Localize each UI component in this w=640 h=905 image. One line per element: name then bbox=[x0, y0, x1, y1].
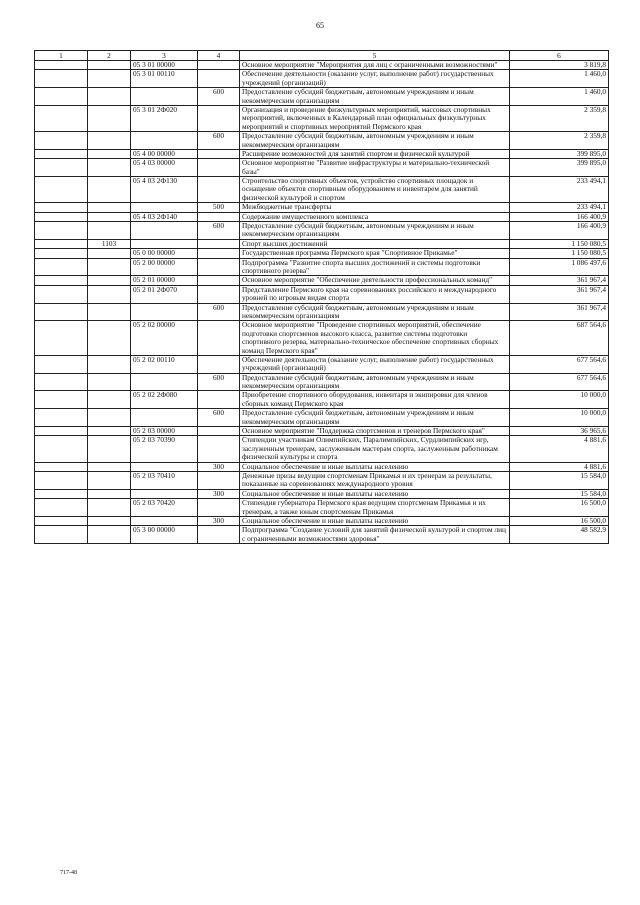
cell-section bbox=[88, 526, 131, 544]
cell-section bbox=[88, 427, 131, 436]
table-row bbox=[35, 149, 609, 158]
cell-description: Организация и проведение физкультурных мероприятий, массовых спортивных мероприятий, включенных в Календарный план официальных физкультурных мероприятий и спортивных мероприятий Пермского края bbox=[240, 105, 510, 131]
cell-col1 bbox=[35, 285, 88, 303]
cell-description: Стипендии участникам Олимпийских, Паралимпийских, Сурдлимпийских игр, заслуженным тренерам, заслуженным мастерам спорта, заслуженным работникам физической культуры и спорта bbox=[240, 436, 510, 462]
cell-section bbox=[88, 391, 131, 409]
cell-section bbox=[88, 303, 131, 321]
cell-target-code: 05 4 00 00000 bbox=[131, 149, 198, 158]
budget-table bbox=[34, 50, 609, 544]
table-row bbox=[35, 321, 609, 356]
cell-expense-type bbox=[198, 355, 240, 373]
cell-expense-type bbox=[198, 427, 240, 436]
cell-col1 bbox=[35, 159, 88, 177]
cell-col1 bbox=[35, 222, 88, 240]
table-row bbox=[35, 203, 609, 212]
cell-expense-type: 600 bbox=[198, 373, 240, 391]
cell-amount: 687 564,6 bbox=[510, 321, 609, 356]
cell-expense-type bbox=[198, 285, 240, 303]
cell-section: 1103 bbox=[88, 239, 131, 248]
cell-description: Межбюджетные трансферты bbox=[240, 203, 510, 212]
cell-col1 bbox=[35, 489, 88, 498]
cell-expense-type: 600 bbox=[198, 409, 240, 427]
cell-col1 bbox=[35, 516, 88, 525]
cell-target-code: 05 2 02 00000 bbox=[131, 321, 198, 356]
cell-description: Социальное обеспечение и иные выплаты населению bbox=[240, 462, 510, 471]
cell-target-code bbox=[131, 373, 198, 391]
cell-col1 bbox=[35, 249, 88, 258]
table-row bbox=[35, 222, 609, 240]
cell-amount: 399 895,0 bbox=[510, 149, 609, 158]
column-header: 5 bbox=[240, 51, 510, 61]
cell-target-code: 05 3 01 00000 bbox=[131, 61, 198, 70]
cell-section bbox=[88, 499, 131, 517]
cell-section bbox=[88, 258, 131, 276]
table-row bbox=[35, 70, 609, 88]
cell-section bbox=[88, 409, 131, 427]
cell-amount: 361 967,4 bbox=[510, 285, 609, 303]
cell-section bbox=[88, 88, 131, 106]
table-header-row bbox=[35, 51, 609, 61]
cell-description: Расширение возможностей для занятий спортом и физической культурой bbox=[240, 149, 510, 158]
table-row bbox=[35, 285, 609, 303]
table-row bbox=[35, 276, 609, 285]
cell-description: Государственная программа Пермского края "Спортивное Прикамье" bbox=[240, 249, 510, 258]
cell-col1 bbox=[35, 203, 88, 212]
cell-expense-type bbox=[198, 105, 240, 131]
cell-target-code bbox=[131, 239, 198, 248]
cell-target-code: 05 4 03 2Ф140 bbox=[131, 212, 198, 221]
table-row bbox=[35, 177, 609, 203]
cell-expense-type: 300 bbox=[198, 462, 240, 471]
cell-section bbox=[88, 462, 131, 471]
table-row bbox=[35, 88, 609, 106]
cell-amount: 361 967,4 bbox=[510, 303, 609, 321]
cell-target-code: 05 3 00 00000 bbox=[131, 526, 198, 544]
cell-expense-type bbox=[198, 149, 240, 158]
cell-expense-type bbox=[198, 499, 240, 517]
cell-target-code bbox=[131, 132, 198, 150]
cell-col1 bbox=[35, 373, 88, 391]
column-header: 1 bbox=[35, 51, 88, 61]
cell-amount: 1 460,0 bbox=[510, 70, 609, 88]
cell-expense-type bbox=[198, 159, 240, 177]
table-row bbox=[35, 489, 609, 498]
cell-col1 bbox=[35, 303, 88, 321]
cell-expense-type: 600 bbox=[198, 303, 240, 321]
cell-expense-type: 500 bbox=[198, 203, 240, 212]
table-row bbox=[35, 132, 609, 150]
cell-target-code: 05 0 00 00000 bbox=[131, 249, 198, 258]
cell-col1 bbox=[35, 355, 88, 373]
cell-description: Основное мероприятие "Поддержка спортсменов и тренеров Пермского края" bbox=[240, 427, 510, 436]
table-row bbox=[35, 409, 609, 427]
cell-description: Подпрограмма "Развитие спорта высших достижений и системы подготовки спортивного резерва" bbox=[240, 258, 510, 276]
table-row bbox=[35, 516, 609, 525]
cell-description: Основное мероприятие "Развитие инфраструктуры и материально-технической базы" bbox=[240, 159, 510, 177]
cell-col1 bbox=[35, 177, 88, 203]
cell-col1 bbox=[35, 105, 88, 131]
cell-section bbox=[88, 471, 131, 489]
cell-amount: 1 460,0 bbox=[510, 88, 609, 106]
table-row bbox=[35, 462, 609, 471]
cell-description: Предоставление субсидий бюджетным, автономным учреждениям и иным некоммерческим организациям bbox=[240, 88, 510, 106]
cell-section bbox=[88, 212, 131, 221]
column-header: 4 bbox=[198, 51, 240, 61]
cell-amount: 4 881,6 bbox=[510, 436, 609, 462]
column-header: 2 bbox=[88, 51, 131, 61]
cell-expense-type: 600 bbox=[198, 88, 240, 106]
cell-col1 bbox=[35, 61, 88, 70]
table-row bbox=[35, 355, 609, 373]
table-row bbox=[35, 427, 609, 436]
cell-col1 bbox=[35, 239, 88, 248]
cell-col1 bbox=[35, 391, 88, 409]
cell-target-code: 05 2 02 00110 bbox=[131, 355, 198, 373]
cell-target-code bbox=[131, 303, 198, 321]
cell-expense-type bbox=[198, 177, 240, 203]
cell-amount: 677 564,6 bbox=[510, 355, 609, 373]
cell-amount: 36 965,6 bbox=[510, 427, 609, 436]
cell-section bbox=[88, 159, 131, 177]
cell-col1 bbox=[35, 276, 88, 285]
cell-expense-type bbox=[198, 212, 240, 221]
cell-expense-type: 600 bbox=[198, 222, 240, 240]
cell-description: Основное мероприятие "Мероприятия для лиц с ограниченными возможностями" bbox=[240, 61, 510, 70]
cell-description: Содержание имущественного комплекса bbox=[240, 212, 510, 221]
cell-section bbox=[88, 516, 131, 525]
cell-section bbox=[88, 105, 131, 131]
cell-section bbox=[88, 203, 131, 212]
cell-section bbox=[88, 149, 131, 158]
cell-amount: 16 500,0 bbox=[510, 499, 609, 517]
cell-section bbox=[88, 355, 131, 373]
cell-target-code: 05 2 01 2Ф070 bbox=[131, 285, 198, 303]
cell-expense-type bbox=[198, 258, 240, 276]
cell-col1 bbox=[35, 149, 88, 158]
cell-amount: 1 086 497,6 bbox=[510, 258, 609, 276]
table-row bbox=[35, 212, 609, 221]
table-row bbox=[35, 105, 609, 131]
cell-amount: 1 150 080,5 bbox=[510, 249, 609, 258]
cell-expense-type bbox=[198, 61, 240, 70]
cell-target-code: 05 2 02 2Ф080 bbox=[131, 391, 198, 409]
cell-target-code: 05 2 03 00000 bbox=[131, 427, 198, 436]
cell-col1 bbox=[35, 321, 88, 356]
cell-amount: 3 819,8 bbox=[510, 61, 609, 70]
table-row bbox=[35, 249, 609, 258]
cell-section bbox=[88, 222, 131, 240]
cell-amount: 166 400,9 bbox=[510, 212, 609, 221]
cell-expense-type bbox=[198, 391, 240, 409]
cell-expense-type bbox=[198, 471, 240, 489]
cell-col1 bbox=[35, 526, 88, 544]
cell-section bbox=[88, 70, 131, 88]
cell-target-code bbox=[131, 203, 198, 212]
cell-description: Предоставление субсидий бюджетным, автономным учреждениям и иным некоммерческим организациям bbox=[240, 373, 510, 391]
cell-expense-type bbox=[198, 321, 240, 356]
column-header: 6 bbox=[510, 51, 609, 61]
cell-section bbox=[88, 321, 131, 356]
cell-description: Основное мероприятие "Обеспечение деятельности профессиональных команд" bbox=[240, 276, 510, 285]
table-row bbox=[35, 303, 609, 321]
cell-description: Приобретение спортивного оборудования, инвентаря и экипировки для членов сборных команд Пермского края bbox=[240, 391, 510, 409]
cell-description: Строительство спортивных объектов, устройство спортивных площадок и оснащение объектов спортивным оборудованием и инвентарем для занятий физической культурой и спортом bbox=[240, 177, 510, 203]
cell-target-code: 05 3 01 2Ф020 bbox=[131, 105, 198, 131]
cell-description: Предоставление субсидий бюджетным, автономным учреждениям и иным некоммерческим организациям bbox=[240, 222, 510, 240]
cell-description: Основное мероприятие "Проведение спортивных мероприятий, обеспечение подготовки спортсменов высокого класса, развитие системы подготовки спортивного резерва, материально-техническое обеспечение спортивных сборных команд Пермского края" bbox=[240, 321, 510, 356]
cell-expense-type bbox=[198, 526, 240, 544]
cell-amount: 1 150 080,5 bbox=[510, 239, 609, 248]
cell-col1 bbox=[35, 462, 88, 471]
column-header: 3 bbox=[131, 51, 198, 61]
cell-expense-type bbox=[198, 276, 240, 285]
cell-expense-type bbox=[198, 239, 240, 248]
cell-description: Подпрограмма "Создание условий для занятий физической культурой и спортом лиц с ограниченными возможностями здоровья" bbox=[240, 526, 510, 544]
footer-code: 717-48 bbox=[60, 870, 77, 876]
cell-target-code bbox=[131, 409, 198, 427]
cell-expense-type: 600 bbox=[198, 132, 240, 150]
table-row bbox=[35, 499, 609, 517]
cell-target-code: 05 2 00 00000 bbox=[131, 258, 198, 276]
cell-amount: 2 359,8 bbox=[510, 132, 609, 150]
cell-section bbox=[88, 132, 131, 150]
cell-amount: 15 584,0 bbox=[510, 489, 609, 498]
cell-expense-type bbox=[198, 70, 240, 88]
cell-target-code bbox=[131, 222, 198, 240]
cell-col1 bbox=[35, 212, 88, 221]
cell-section bbox=[88, 489, 131, 498]
cell-description: Обеспечение деятельности (оказание услуг, выполнение работ) государственных учреждений (организаций) bbox=[240, 70, 510, 88]
cell-target-code bbox=[131, 462, 198, 471]
cell-target-code bbox=[131, 489, 198, 498]
cell-section bbox=[88, 249, 131, 258]
cell-amount: 677 564,6 bbox=[510, 373, 609, 391]
cell-expense-type: 300 bbox=[198, 516, 240, 525]
cell-description: Стипендия губернатора Пермского края ведущим спортсменам Прикамья и их тренерам, а также юным спортсменам Прикамья bbox=[240, 499, 510, 517]
cell-description: Социальное обеспечение и иные выплаты населению bbox=[240, 489, 510, 498]
table-row bbox=[35, 159, 609, 177]
cell-target-code bbox=[131, 516, 198, 525]
cell-target-code: 05 4 03 2Ф130 bbox=[131, 177, 198, 203]
cell-section bbox=[88, 373, 131, 391]
table-row bbox=[35, 471, 609, 489]
cell-target-code: 05 2 03 70420 bbox=[131, 499, 198, 517]
cell-description: Предоставление субсидий бюджетным, автономным учреждениям и иным некоммерческим организациям bbox=[240, 303, 510, 321]
cell-amount: 15 584,0 bbox=[510, 471, 609, 489]
table-body bbox=[35, 61, 609, 544]
cell-col1 bbox=[35, 471, 88, 489]
cell-description: Денежные призы ведущим спортсменам Прикамья и их тренерам за результаты, показанные на соревнованиях международного уровня bbox=[240, 471, 510, 489]
cell-amount: 166 400,9 bbox=[510, 222, 609, 240]
cell-col1 bbox=[35, 427, 88, 436]
cell-section bbox=[88, 61, 131, 70]
cell-target-code: 05 4 03 00000 bbox=[131, 159, 198, 177]
cell-expense-type bbox=[198, 249, 240, 258]
cell-amount: 2 359,8 bbox=[510, 105, 609, 131]
cell-expense-type bbox=[198, 436, 240, 462]
table-row bbox=[35, 239, 609, 248]
cell-target-code: 05 2 01 00000 bbox=[131, 276, 198, 285]
table-row bbox=[35, 61, 609, 70]
cell-target-code bbox=[131, 88, 198, 106]
cell-col1 bbox=[35, 499, 88, 517]
cell-amount: 10 000,0 bbox=[510, 391, 609, 409]
cell-amount: 233 494,1 bbox=[510, 177, 609, 203]
cell-amount: 48 582,9 bbox=[510, 526, 609, 544]
cell-col1 bbox=[35, 258, 88, 276]
cell-description: Обеспечение деятельности (оказание услуг, выполнение работ) государственных учреждений (организаций) bbox=[240, 355, 510, 373]
cell-section bbox=[88, 276, 131, 285]
cell-section bbox=[88, 285, 131, 303]
cell-description: Предоставление субсидий бюджетным, автономным учреждениям и иным некоммерческим организациям bbox=[240, 132, 510, 150]
table-row bbox=[35, 436, 609, 462]
cell-col1 bbox=[35, 88, 88, 106]
cell-target-code: 05 3 01 00110 bbox=[131, 70, 198, 88]
table-row bbox=[35, 391, 609, 409]
table-row bbox=[35, 258, 609, 276]
cell-description: Социальное обеспечение и иные выплаты населению bbox=[240, 516, 510, 525]
cell-section bbox=[88, 177, 131, 203]
cell-amount: 4 881,6 bbox=[510, 462, 609, 471]
table-row bbox=[35, 526, 609, 544]
cell-target-code: 05 2 03 70390 bbox=[131, 436, 198, 462]
cell-description: Спорт высших достижений bbox=[240, 239, 510, 248]
cell-section bbox=[88, 436, 131, 462]
cell-description: Представление Пермского края на соревнованиях российского и международного уровней по игровым видам спорта bbox=[240, 285, 510, 303]
cell-amount: 361 967,4 bbox=[510, 276, 609, 285]
cell-col1 bbox=[35, 70, 88, 88]
cell-description: Предоставление субсидий бюджетным, автономным учреждениям и иным некоммерческим организациям bbox=[240, 409, 510, 427]
cell-col1 bbox=[35, 436, 88, 462]
page-number: 65 bbox=[316, 21, 324, 30]
cell-amount: 10 000,0 bbox=[510, 409, 609, 427]
cell-col1 bbox=[35, 409, 88, 427]
cell-col1 bbox=[35, 132, 88, 150]
table-row bbox=[35, 373, 609, 391]
cell-amount: 233 494,1 bbox=[510, 203, 609, 212]
cell-amount: 399 895,0 bbox=[510, 159, 609, 177]
cell-target-code: 05 2 03 70410 bbox=[131, 471, 198, 489]
cell-expense-type: 300 bbox=[198, 489, 240, 498]
cell-amount: 16 500,0 bbox=[510, 516, 609, 525]
